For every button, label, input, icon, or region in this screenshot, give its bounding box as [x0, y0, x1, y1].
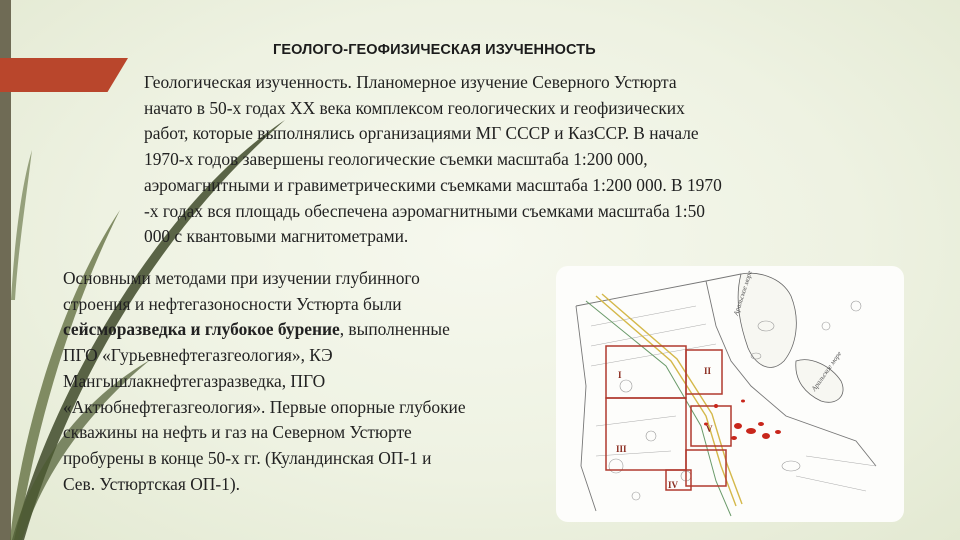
paragraph-line: Геологическая изученность. Планомерное изучение Северного Устюрта: [144, 72, 677, 92]
study-area-map: [556, 266, 904, 522]
paragraph-line: скважины на нефть и газ на Северном Устюрте: [63, 422, 412, 443]
paragraph-line: Мангышлакнефтегазразведка, ПГО: [63, 370, 326, 391]
paragraph-line: «Актюбнефтегазгеология». Первые опорные глубокие: [63, 396, 466, 417]
paragraph-line: Сев. Устюртская ОП-1).: [63, 473, 240, 494]
paragraph-line: строения и нефтегазоносности Устюрта были: [63, 293, 402, 314]
paragraph-line: пробурены в конце 50-х гг. (Куландинская ОП-1 и: [63, 447, 432, 468]
paragraph-line: 000 с квантовыми магнитометрами.: [144, 226, 409, 247]
region-label: IV: [668, 480, 679, 490]
paragraph-line: -х годах вся площадь обеспечена аэромагнитными съемками масштаба 1:50: [144, 200, 705, 221]
region-label: III: [616, 444, 627, 454]
paragraph-line: 1970-х годов завершены геологические съемки масштаба 1:200 000,: [144, 149, 648, 170]
paragraph-methods: [63, 266, 538, 497]
region-label: V: [706, 424, 713, 434]
title-accent-tab: [0, 58, 128, 92]
paragraph-line: Основными методами при изучении глубинного: [63, 268, 420, 288]
lake-label: Аральское море: [732, 269, 754, 317]
region-label: I: [618, 370, 622, 380]
paragraph-line: работ, которые выполнялись организациями МГ СССР и КазССР. В начале: [144, 123, 699, 144]
paragraph-line: аэромагнитными и гравиметрическими съемками масштаба 1:200 000. В 1970: [144, 174, 722, 195]
paragraph-geological-study: [144, 70, 819, 250]
slide-title: ГЕОЛОГО-ГЕОФИЗИЧЕСКАЯ ИЗУЧЕННОСТЬ: [273, 42, 596, 58]
paragraph-line: ПГО «Гурьевнефтегазгеология», КЭ: [63, 345, 333, 366]
map-drawing: [556, 266, 904, 522]
lake-label: Аральское море: [810, 349, 844, 393]
paragraph-line: [63, 317, 538, 343]
region-label: II: [704, 366, 712, 376]
paragraph-text: , выполненные: [339, 319, 450, 340]
bold-methods: сейсморазведка и глубокое бурение: [63, 319, 340, 340]
paragraph-line: начато в 50-х годах XX века комплексом геологических и геофизических: [144, 97, 685, 118]
